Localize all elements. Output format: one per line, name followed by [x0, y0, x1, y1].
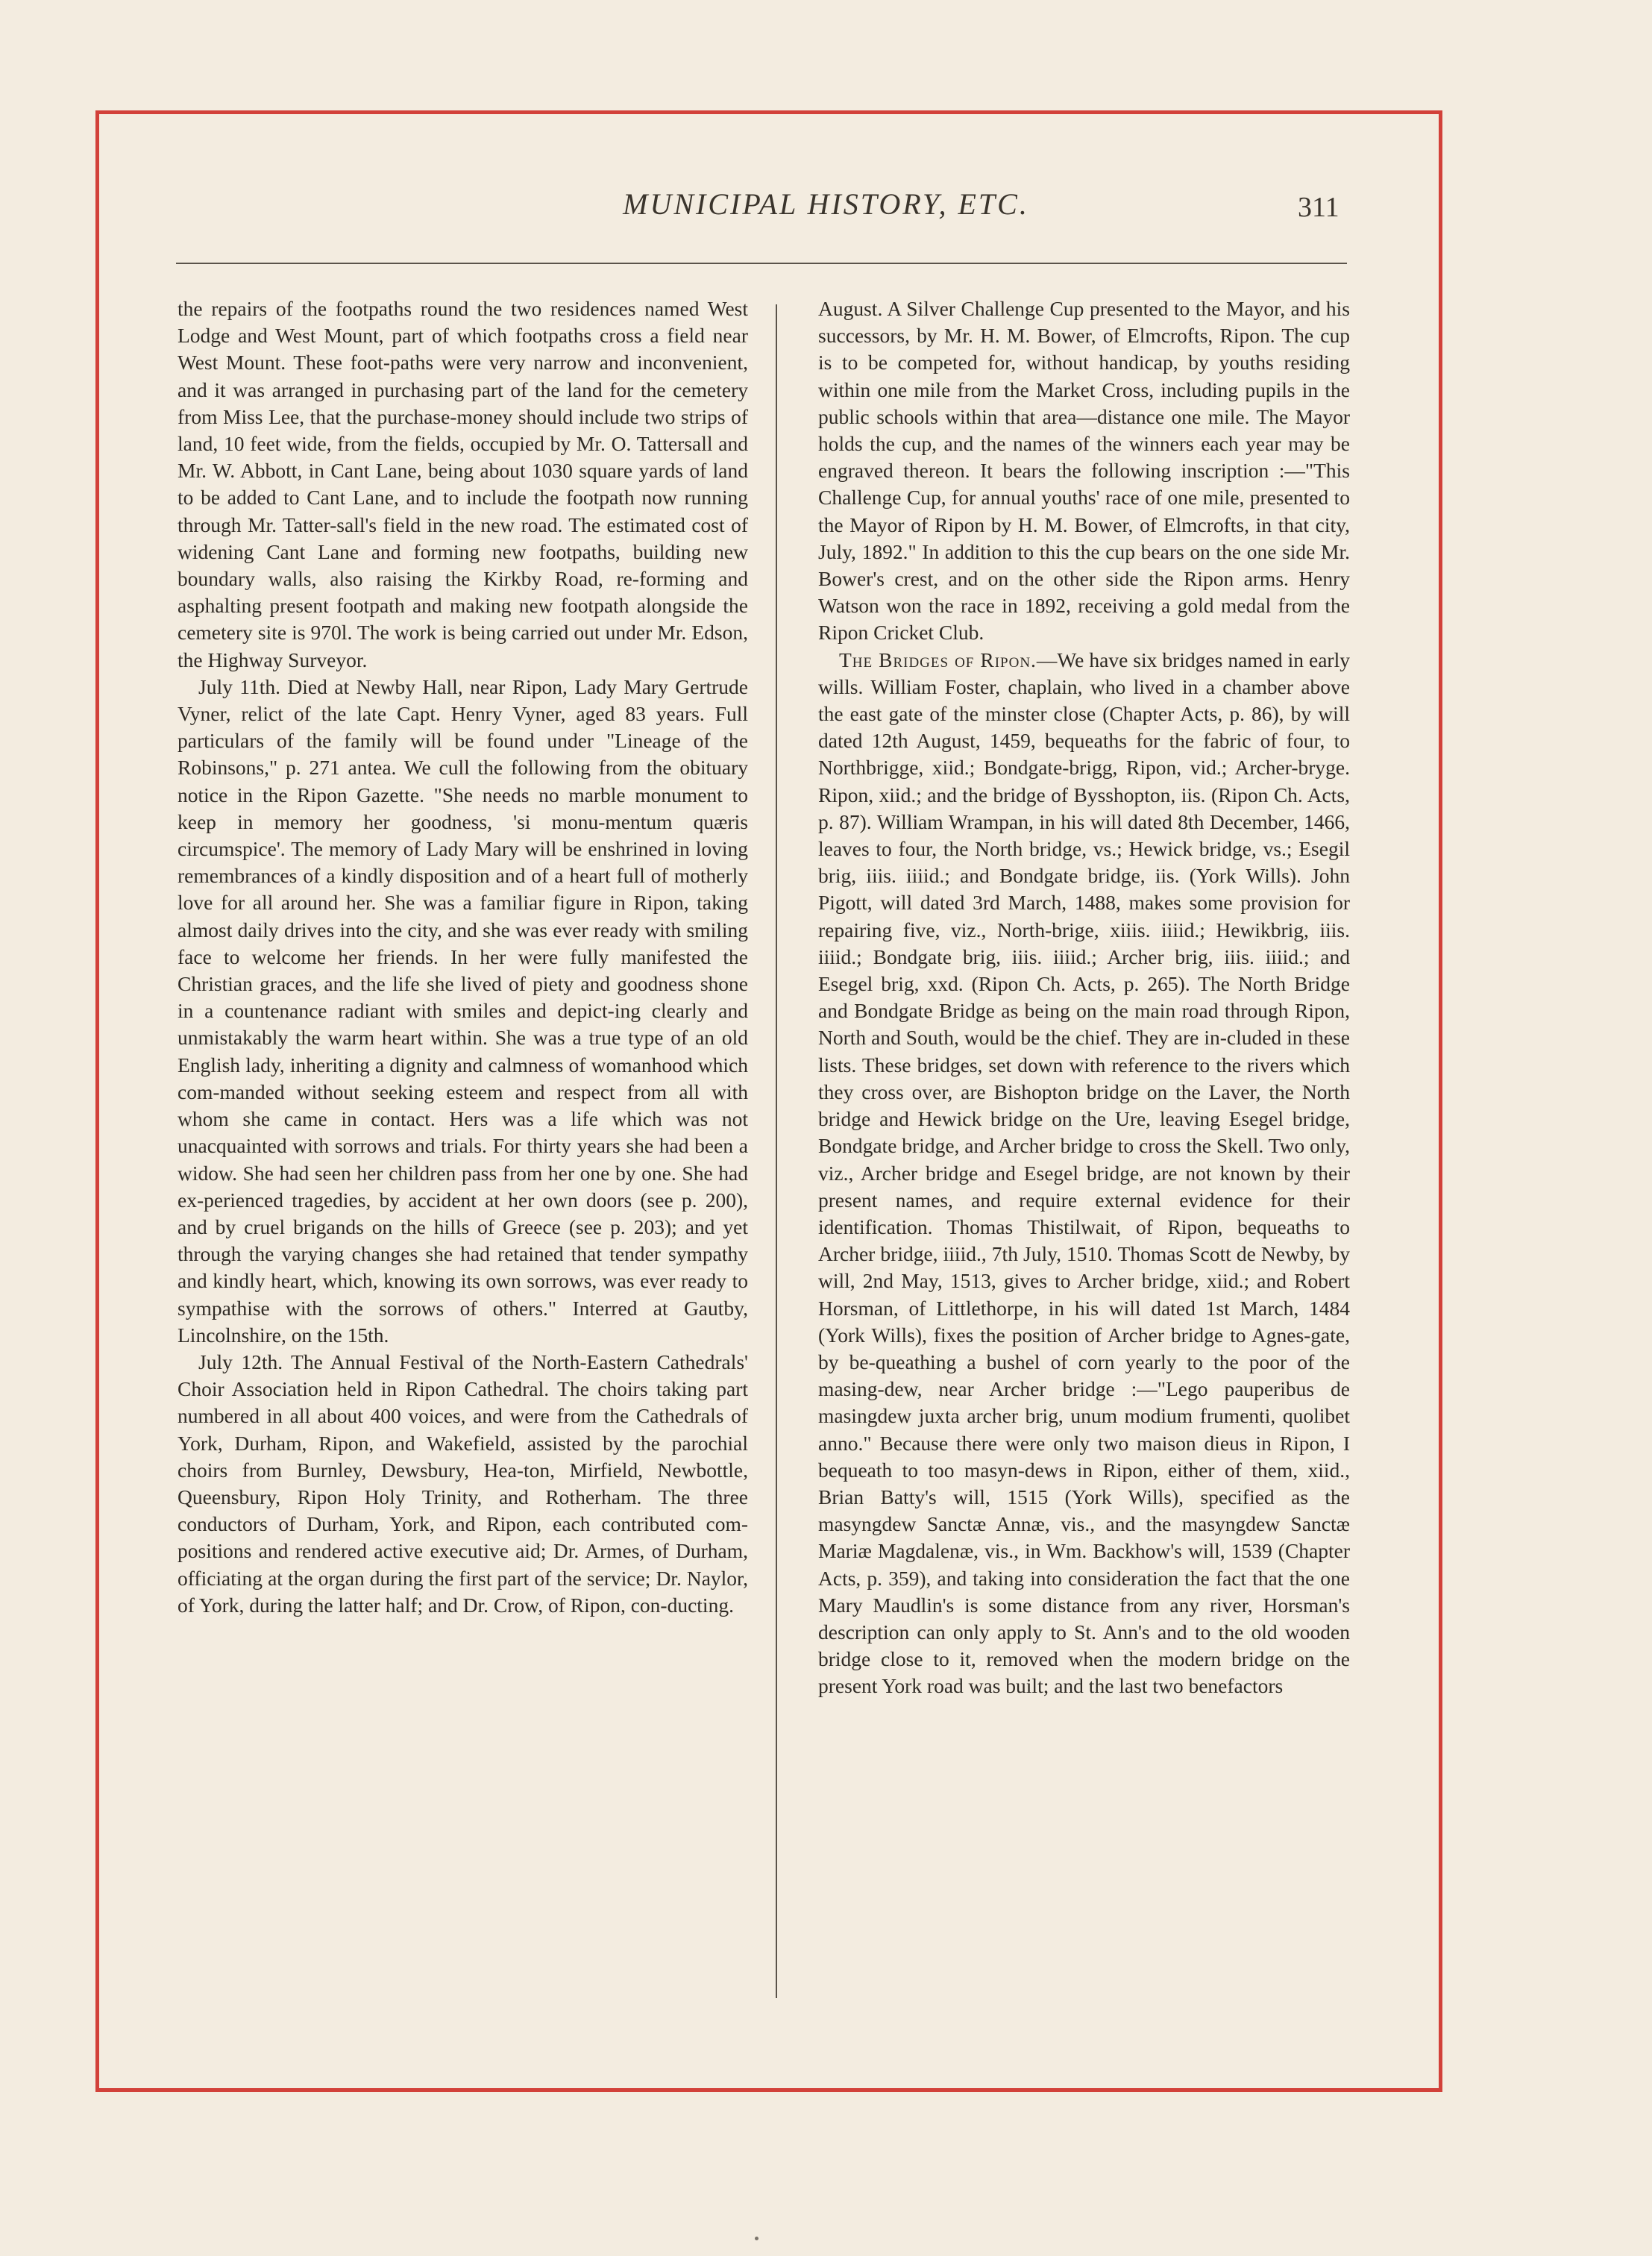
paragraph-challenge-cup: August. A Silver Challenge Cup presented to the Mayor, and his successors, by Mr. H. M. Bower, of Elmcrofts, Ripon. The cup is to be competed for, without handicap, by youths residing within one mile from the Market Cross, including pupils in the public schools within that area—distance one mile. The Mayor holds the cup, and the names of the winners each year may be engraved thereon. It bears the following inscription :—"This Challenge Cup, for annual youths' race of one mile, presented to the Mayor of Ripon by H. M. Bower, of Elmcrofts, in that city, July, 1892." In addition to this the cup bears on the one side Mr. Bower's crest, and on the other side the Ripon arms. Henry Watson won the race in 1892, receiving a gold medal from the Ripon Cricket Club. [818, 297, 1350, 645]
paragraph-bridges-text: —We have six bridges named in early wills. William Foster, chaplain, who lived in a chamber above the east gate of the minster close (Chapter Acts, p. 86), by will dated 12th August, 1459, bequeaths for the fabric of four, to Northbrigge, xiid.; Bondgate-brigg, Ripon, vid.; Archer-bryge. Ripon, xiid.; and the bridge of Bysshopton, iis. (Ripon Ch. Acts, p. 87). William Wrampan, in his will dated 8th December, 1466, leaves to four, the North bridge, vs.; Hewick bridge, vs.; Esegil brig, iiis. iiiid.; and Bondgate bridge, iis. (York Wills). John Pigott, will dated 3rd March, 1488, makes some provision for repairing five, viz., North-brige, xiiis. iiiid.; Hewikbrig, iiis. iiiid.; Bondgate brig, iiis. iiiid.; Archer brig, iiis. iiiid.; and Esegel brig, xxd. (Ripon Ch. Acts, p. 265). The North Bridge and Bondgate Bridge as being on the main road through Ripon, North and South, would be the chief. They are in-cluded in these lists. These bridges, set down with reference to the rivers which they cross over, are Bishopton bridge on the Laver, the North bridge and Hewick bridge on the Ure, leaving Esegel bridge, Bondgate bridge, and Archer bridge to cross the Skell. Two only, viz., Archer bridge and Esegel bridge, are not known by their present names, and require external evidence for their identification. Thomas Thistilwait, of Ripon, bequeaths to Archer bridge, iiiid., 7th July, 1510. Thomas Scott de Newby, by will, 2nd May, 1513, gives to Archer bridge, xiid.; and Robert Horsman, of Littlethorpe, in his will dated 1st March, 1484 (York Wills), fixes the position of Archer bridge to Agnes-gate, by be-queathing a bushel of corn yearly to the poor of the masing-dew, near Archer bridge :—"Lego pauperibus de masingdew juxta archer brig, unum modium frumenti, quolibet anno." Because there were only two maison dieus in Ripon, I bequeath to too masyn-dews in Ripon, either of them, xiid., Brian Batty's will, 1515 (York Wills), specified as the masyngdew Sanctæ Annæ, vis., and the masyngdew Sanctæ Mariæ Magdalenæ, vis., in Wm. Backhow's will, 1539 (Chapter Acts, p. 359), and taking into consideration the fact that the one Mary Maudlin's is some distance from any river, Horsman's description can only apply to St. Ann's and to the old wooden bridge close to it, removed when the modern bridge on the present York road was built; and the last two benefactors [818, 648, 1350, 1698]
paragraph-bridges [818, 647, 1350, 1700]
paragraph-choir-festival: July 12th. The Annual Festival of the North-Eastern Cathedrals' Choir Association held in Ripon Cathedral. The choirs taking part numbered in all about 400 voices, and were from the Cathedrals of York, Durham, Ripon, and Wakefield, assisted by the parochial choirs from Burnley, Dewsbury, Hea-ton, Mirfield, Newbottle, Queensbury, Ripon Holy Trinity, and Rotherham. The three conductors of Durham, York, and Ripon, each contributed com-positions and rendered active executive aid; Dr. Armes, of Durham, officiating at the organ during the first part of the service; Dr. Naylor, of York, during the latter half; and Dr. Crow, of Ripon, con-ducting. [178, 1350, 748, 1617]
paragraph-footpaths: the repairs of the footpaths round the two residences named West Lodge and West Mount, part of which footpaths cross a field near West Mount. These foot-paths were very narrow and inconvenient, and it was arranged in purchasing part of the land for the cemetery from Miss Lee, that the purchase-money should include two strips of land, 10 feet wide, from the fields, occupied by Mr. O. Tattersall and Mr. W. Abbott, in Cant Lane, being about 1030 square yards of land to be added to Cant Lane, and to include the footpath now running through Mr. Tatter-sall's field in the new road. The estimated cost of widening Cant Lane and forming new footpaths, building new boundary walls, also raising the Kirkby Road, re-forming and asphalting present footpath and making new footpath alongside the cemetery site is 970l. The work is being carried out under Mr. Edson, the Highway Surveyor. [178, 297, 748, 671]
left-column [178, 295, 748, 1619]
running-header-title: MUNICIPAL HISTORY, ETC. [623, 187, 1029, 221]
column-divider [776, 304, 777, 1998]
header-divider [176, 263, 1347, 264]
page-speck [755, 2237, 759, 2240]
page-number: 311 [1298, 192, 1339, 223]
section-heading-bridges: The Bridges of Ripon. [839, 648, 1037, 671]
paragraph-lady-vyner: July 11th. Died at Newby Hall, near Ripon, Lady Mary Gertrude Vyner, relict of the late Capt. Henry Vyner, aged 83 years. Full particulars of the family will be found under "Lineage of the Robinsons," p. 271 antea. We cull the following from the obituary notice in the Ripon Gazette. "She needs no marble monument to keep in memory her goodness, 'si monu-mentum quæris circumspice'. The memory of Lady Mary will be enshrined in loving remembrances of a kindly disposition and of a heart full of motherly love for all around her. She was a familiar figure in Ripon, taking almost daily drives into the city, and she was ever ready with smiling face to welcome her friends. In her were fully manifested the Christian graces, and the life she lived of piety and goodness shone in a countenance radiant with smiles and depict-ing clearly and unmistakably the warm heart within. She was a true type of an old English lady, inheriting a dignity and calmness of womanhood which com-manded without seeking esteem and respect from all with whom she came in contact. Hers was a life which was not unacquainted with sorrows and trials. For thirty years she had been a widow. She had seen her children pass from her one by one. She had ex-perienced tragedies, by accident at her own doors (see p. 200), and by cruel brigands on the hills of Greece (see p. 203); and yet through the varying changes she had retained that tender sympathy and kindly heart, which, knowing its own sorrows, was ever ready to sympathise with the sorrows of others." Interred at Gautby, Lincolnshire, on the 15th. [178, 674, 748, 1347]
right-column [818, 295, 1350, 1700]
